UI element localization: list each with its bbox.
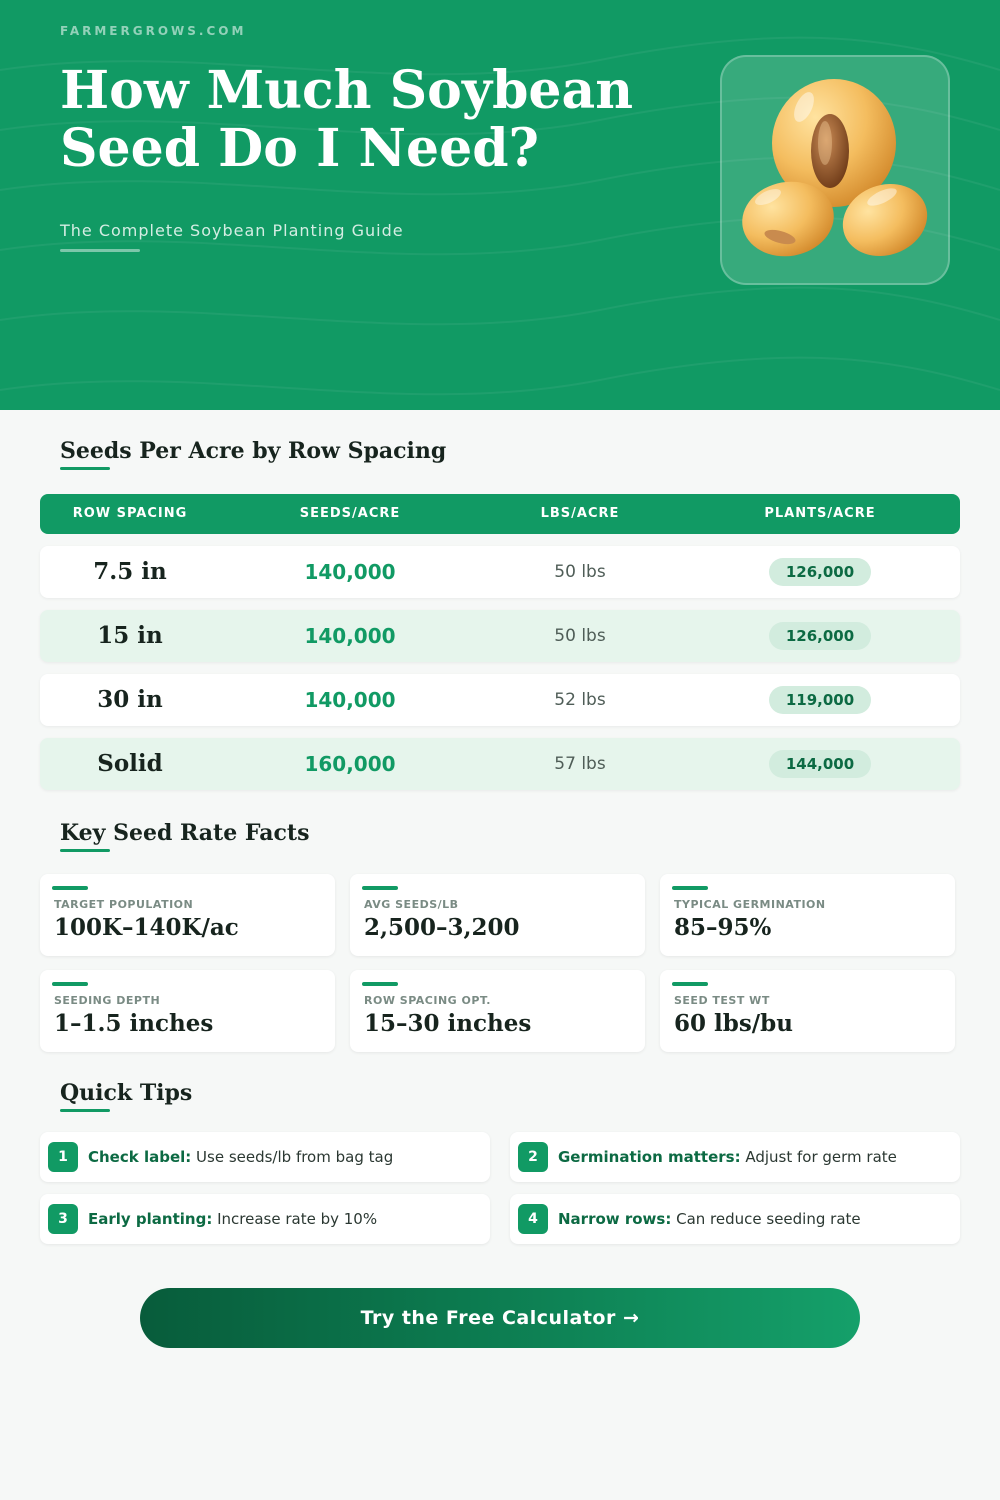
fact-label: TARGET POPULATION [54,898,194,911]
fact-card-avg-seeds-lb [350,874,645,956]
fact-accent-bar [672,886,708,890]
tip-number-badge: 3 [48,1204,78,1234]
soybean-illustration [720,55,950,285]
seeds-per-acre-cell: 140,000 [304,688,396,712]
lbs-per-acre-cell: 57 lbs [554,754,606,774]
fact-accent-bar [52,982,88,986]
fact-value: 1–1.5 inches [54,1010,214,1037]
tip-heading: Early planting: [88,1210,213,1228]
fact-accent-bar [52,886,88,890]
fact-label: TYPICAL GERMINATION [674,898,826,911]
fact-label: ROW SPACING OPT. [364,994,491,1007]
fact-label: AVG SEEDS/LB [364,898,459,911]
fact-card-seeding-depth [40,970,335,1052]
tip-body: Increase rate by 10% [212,1210,378,1228]
section-title-quick-tips: Quick Tips [60,1080,193,1106]
tip-card [510,1132,960,1182]
lbs-per-acre-cell: 50 lbs [554,626,606,646]
hero-banner [0,0,1000,410]
tip-number-badge: 1 [48,1142,78,1172]
row-spacing-cell: 30 in [97,686,163,713]
free-calculator-button[interactable]: Try the Free Calculator → [140,1288,860,1348]
seeds-per-acre-cell: 140,000 [304,624,396,648]
row-spacing-cell: 15 in [97,622,163,649]
fact-value: 15–30 inches [364,1010,532,1037]
tip-card [40,1132,490,1182]
tip-text [88,1194,377,1244]
column-header-plants-acre: PLANTS/ACRE [764,506,876,521]
tip-text [88,1132,393,1182]
subtitle-underline [60,249,140,252]
plants-per-acre-badge: 119,000 [769,686,871,714]
tip-heading: Check label: [88,1148,192,1166]
fact-accent-bar [362,982,398,986]
fact-accent-bar [672,982,708,986]
fact-card-seed-test-wt [660,970,955,1052]
section-title-seeds-per-acre: Seeds Per Acre by Row Spacing [60,438,447,464]
fact-label: SEEDING DEPTH [54,994,161,1007]
column-header-row-spacing: ROW SPACING [72,506,188,521]
section-underline [60,467,110,470]
plants-per-acre-badge: 126,000 [769,622,871,650]
tip-heading: Germination matters: [558,1148,741,1166]
soybean-icon [722,57,952,287]
fact-value: 60 lbs/bu [674,1010,793,1037]
row-spacing-cell: Solid [97,750,163,777]
tip-card [40,1194,490,1244]
tip-body: Can reduce seeding rate [671,1210,861,1228]
fact-label: SEED TEST WT [674,994,770,1007]
tip-body: Use seeds/lb from bag tag [191,1148,394,1166]
fact-card-target-population [40,874,335,956]
page-subtitle: The Complete Soybean Planting Guide [60,221,404,240]
lbs-per-acre-cell: 52 lbs [554,690,606,710]
column-header-seeds-acre: SEEDS/ACRE [299,506,401,521]
table-header [40,494,960,534]
fact-accent-bar [362,886,398,890]
fact-value: 2,500–3,200 [364,914,520,941]
seeds-per-acre-cell: 160,000 [304,752,396,776]
section-underline [60,849,110,852]
row-spacing-cell: 7.5 in [93,558,167,585]
plants-per-acre-badge: 144,000 [769,750,871,778]
tip-body: Adjust for germ rate [740,1148,897,1166]
section-underline [60,1109,110,1112]
column-header-lbs-acre: LBS/ACRE [540,506,620,521]
tip-card [510,1194,960,1244]
table-row [40,546,960,598]
tip-text [558,1132,897,1182]
plants-per-acre-badge: 126,000 [769,558,871,586]
table-row [40,674,960,726]
seeds-per-acre-cell: 140,000 [304,560,396,584]
fact-card-typical-germination [660,874,955,956]
tip-heading: Narrow rows: [558,1210,672,1228]
fact-card-row-spacing-opt [350,970,645,1052]
section-title-key-facts: Key Seed Rate Facts [60,820,310,846]
tip-number-badge: 2 [518,1142,548,1172]
table-row [40,610,960,662]
tip-number-badge: 4 [518,1204,548,1234]
fact-value: 85–95% [674,914,772,941]
site-name: FARMERGROWS.COM [60,24,247,38]
page-title: How Much Soybean Seed Do I Need? [60,60,634,179]
lbs-per-acre-cell: 50 lbs [554,562,606,582]
fact-value: 100K–140K/ac [54,914,239,941]
tip-text [558,1194,861,1244]
table-row [40,738,960,790]
